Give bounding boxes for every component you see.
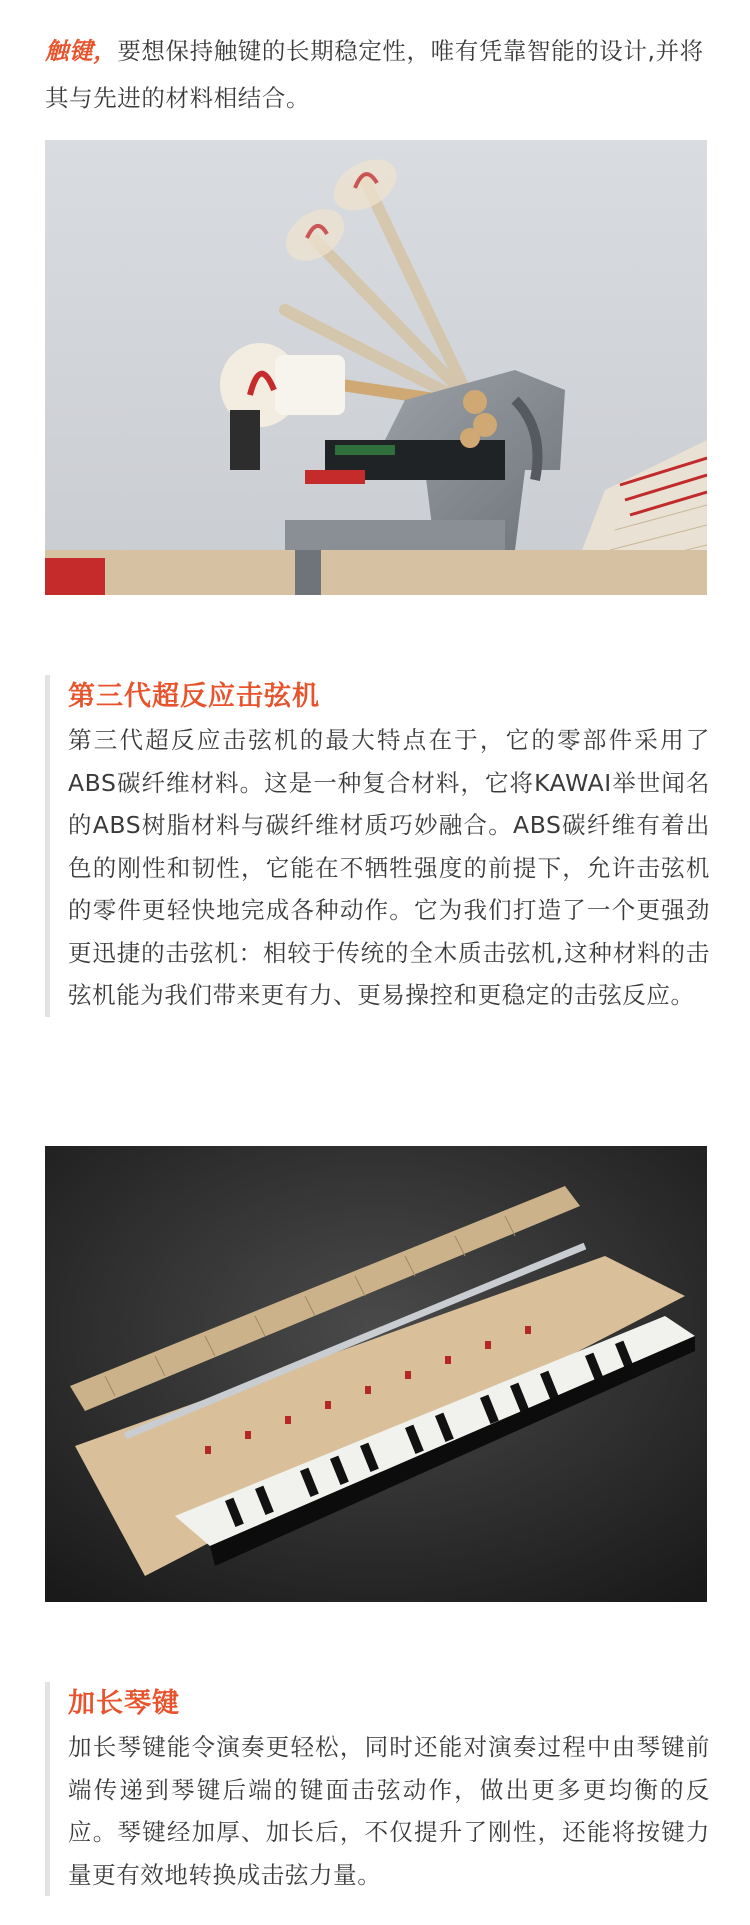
section-keys — [45, 1682, 710, 1896]
section-action-body: 第三代超反应击弦机的最大特点在于，它的零部件采用了ABS碳纤维材料。这是一种复合材料，它将KAWAI举世闻名的ABS树脂材料与碳纤维材质巧妙融合。ABS碳纤维有着出色的刚性和韧性，它能在不牺牲强度的前提下，允许击弦机的零件更轻快地完成各种动作。它为我们打造了一个更强劲更迅捷的击弦机：相较于传统的全木质击弦机,这种材料的击弦机能为我们带来更有力、更易操控和更稳定的击弦反应。 — [68, 726, 710, 1009]
section-action-title: 第三代超反应击弦机 — [68, 681, 320, 712]
section-keys-title: 加长琴键 — [68, 1688, 180, 1719]
intro-lead: 触键， — [45, 37, 118, 65]
keyboard-action-photo — [45, 1146, 707, 1602]
intro-text: 要想保持触键的长期稳定性，唯有凭靠智能的设计,并将其与先进的材料相结合。 — [45, 37, 704, 112]
piano-action-photo — [45, 140, 707, 595]
section-action — [45, 675, 710, 1017]
section-keys-body: 加长琴键能令演奏更轻松，同时还能对演奏过程中由琴键前端传递到琴键后端的键面击弦动作，做出更多更均衡的反应。琴键经加厚、加长后，不仅提升了刚性，还能将按键力量更有效地转换成击弦力量。 — [68, 1733, 710, 1889]
intro-paragraph — [45, 28, 710, 122]
